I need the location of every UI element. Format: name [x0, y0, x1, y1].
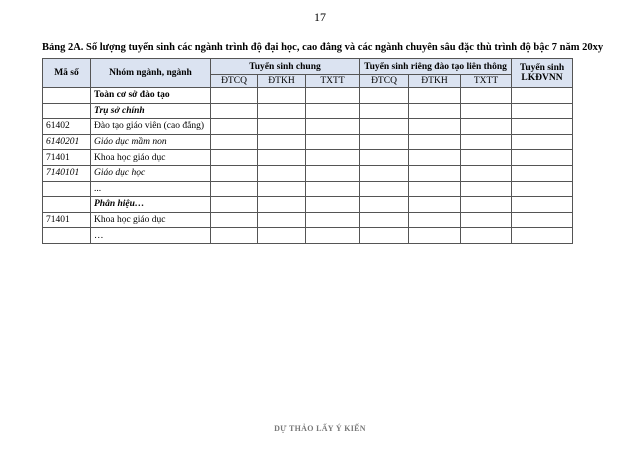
cell-value [211, 103, 258, 119]
cell-value [211, 134, 258, 150]
cell-value [211, 197, 258, 213]
table-caption: Bảng 2A. Số lượng tuyển sinh các ngành trình độ đại học, cao đẳng và các ngành chuyên sâu đặc thù trình độ bậc 7 năm 20xy [42, 42, 604, 53]
cell-value [258, 150, 306, 166]
subheader-txtt: TXTT [461, 75, 512, 88]
cell-name: Toàn cơ sở đào tạo [91, 88, 211, 104]
cell-value [409, 212, 461, 228]
cell-value [306, 103, 360, 119]
cell-value [409, 228, 461, 244]
header-lkdvnn: Tuyển sinh LKĐVNN [512, 59, 573, 88]
header-tuyen-sinh-rieng: Tuyển sinh riêng đào tạo liên thông [360, 59, 512, 75]
cell-value [409, 197, 461, 213]
cell-code [43, 88, 91, 104]
header-nhom-nganh: Nhóm ngành, ngành [91, 59, 211, 88]
cell-value [409, 134, 461, 150]
cell-value [512, 165, 573, 181]
cell-name: … [91, 228, 211, 244]
cell-value [258, 119, 306, 135]
table-body [43, 88, 573, 244]
cell-value [360, 103, 409, 119]
cell-code: 71401 [43, 150, 91, 166]
enrollment-table [42, 58, 573, 244]
subheader-dtkh: ĐTKH [409, 75, 461, 88]
cell-value [409, 119, 461, 135]
cell-value [211, 88, 258, 104]
cell-value [306, 197, 360, 213]
subheader-dtcq: ĐTCQ [211, 75, 258, 88]
cell-value [258, 88, 306, 104]
cell-value [461, 150, 512, 166]
cell-value [360, 212, 409, 228]
cell-name: Trụ sở chính [91, 103, 211, 119]
cell-value [512, 228, 573, 244]
cell-value [258, 134, 306, 150]
cell-value [360, 134, 409, 150]
subheader-dtcq: ĐTCQ [360, 75, 409, 88]
cell-value [409, 88, 461, 104]
cell-value [211, 228, 258, 244]
cell-value [360, 228, 409, 244]
table-row [43, 197, 573, 213]
cell-value [461, 165, 512, 181]
cell-name: Giáo dục học [91, 165, 211, 181]
cell-name: Khoa học giáo dục [91, 150, 211, 166]
table-row [43, 212, 573, 228]
header-ma-so: Mã số [43, 59, 91, 88]
cell-value [512, 134, 573, 150]
table-row [43, 134, 573, 150]
cell-code: 71401 [43, 212, 91, 228]
header-tuyen-sinh-chung: Tuyển sinh chung [211, 59, 360, 75]
cell-value [306, 181, 360, 197]
subheader-txtt: TXTT [306, 75, 360, 88]
cell-value [258, 165, 306, 181]
cell-value [258, 228, 306, 244]
cell-name: Khoa học giáo dục [91, 212, 211, 228]
cell-value [461, 197, 512, 213]
page-number: 17 [314, 10, 326, 24]
cell-value [306, 134, 360, 150]
cell-value [211, 119, 258, 135]
cell-value [461, 103, 512, 119]
table-row [43, 181, 573, 197]
cell-value [409, 181, 461, 197]
cell-value [306, 165, 360, 181]
table-row [43, 150, 573, 166]
cell-code: 6140201 [43, 134, 91, 150]
cell-value [512, 181, 573, 197]
cell-name: ... [91, 181, 211, 197]
cell-value [258, 181, 306, 197]
cell-value [306, 119, 360, 135]
cell-value [461, 212, 512, 228]
cell-code [43, 181, 91, 197]
cell-value [306, 212, 360, 228]
cell-value [461, 181, 512, 197]
cell-value [211, 150, 258, 166]
cell-value [512, 119, 573, 135]
cell-value [306, 150, 360, 166]
cell-value [211, 181, 258, 197]
cell-name: Đào tạo giáo viên (cao đẳng) [91, 119, 211, 135]
cell-value [360, 165, 409, 181]
cell-code [43, 103, 91, 119]
cell-value [512, 88, 573, 104]
cell-value [461, 134, 512, 150]
cell-value [360, 119, 409, 135]
cell-code [43, 228, 91, 244]
cell-value [461, 88, 512, 104]
cell-value [258, 197, 306, 213]
cell-code: 61402 [43, 119, 91, 135]
cell-value [360, 181, 409, 197]
cell-value [512, 197, 573, 213]
cell-name: Giáo dục mầm non [91, 134, 211, 150]
cell-value [360, 88, 409, 104]
table-row [43, 119, 573, 135]
cell-value [512, 103, 573, 119]
table-row [43, 88, 573, 104]
cell-value [461, 119, 512, 135]
cell-value [306, 88, 360, 104]
cell-code: 7140101 [43, 165, 91, 181]
subheader-dtkh: ĐTKH [258, 75, 306, 88]
table-row [43, 228, 573, 244]
cell-value [512, 212, 573, 228]
cell-value [409, 103, 461, 119]
cell-value [360, 197, 409, 213]
cell-value [409, 165, 461, 181]
cell-value [461, 228, 512, 244]
cell-value [360, 150, 409, 166]
table-row [43, 103, 573, 119]
cell-value [306, 228, 360, 244]
table-row [43, 165, 573, 181]
draft-footer: DỰ THẢO LẤY Ý KIẾN [274, 424, 366, 433]
cell-value [211, 212, 258, 228]
cell-code [43, 197, 91, 213]
cell-value [409, 150, 461, 166]
cell-value [258, 212, 306, 228]
cell-name: Phân hiệu… [91, 197, 211, 213]
cell-value [258, 103, 306, 119]
cell-value [211, 165, 258, 181]
cell-value [512, 150, 573, 166]
